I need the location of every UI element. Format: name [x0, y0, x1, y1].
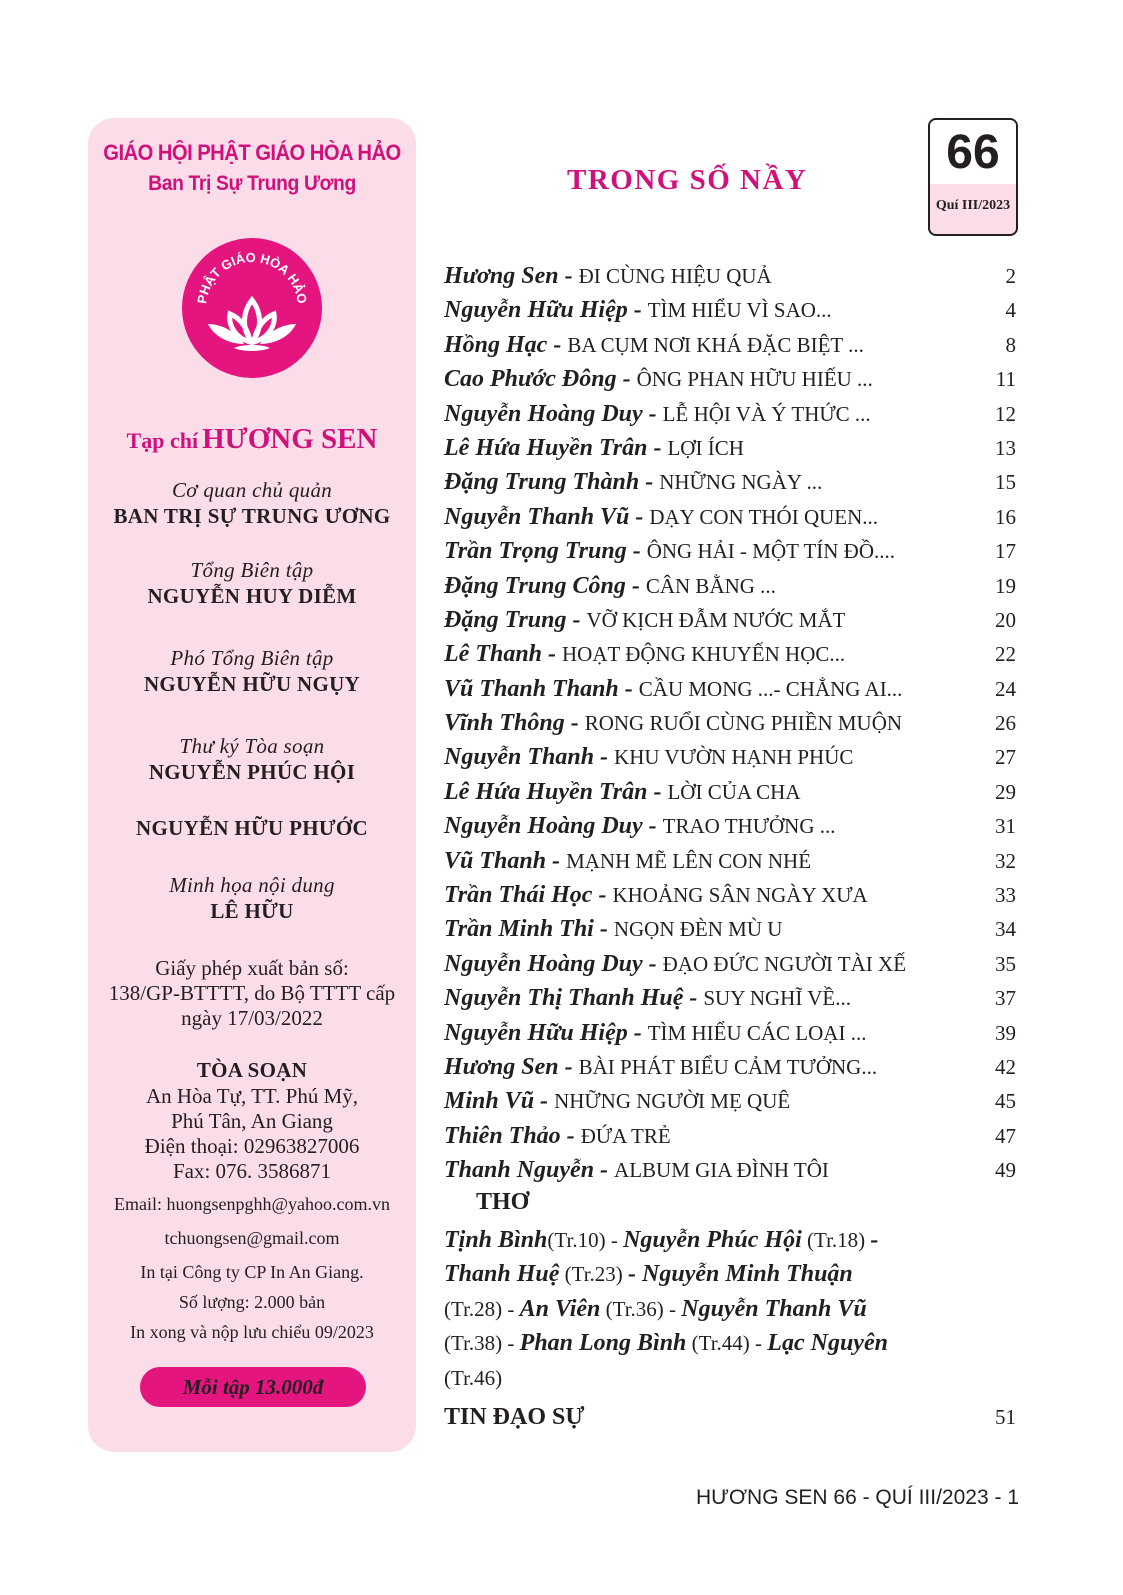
- print-line: In xong và nộp lưu chiểu 09/2023: [130, 1322, 374, 1342]
- toc-page-number: 11: [995, 367, 1016, 392]
- staff-name: NGUYỄN PHÚC HỘI: [148, 760, 356, 784]
- toc-page-number: 16: [995, 504, 1016, 529]
- toc-entry[interactable]: [444, 328, 1019, 362]
- toc-title: BÀI PHÁT BIỂU CẢM TƯỞNG...: [578, 1054, 878, 1079]
- toc-author: Nguyễn Thị Thanh Huệ -: [444, 985, 704, 1012]
- poem-page-ref: (Tr.10) -: [547, 1228, 624, 1252]
- toc-entry[interactable]: [444, 844, 1019, 878]
- table-of-contents: [444, 259, 1019, 1188]
- toc-author: Vĩnh Thông -: [444, 710, 585, 737]
- toc-entry[interactable]: [444, 465, 1019, 499]
- toc-title: ALBUM GIA ĐÌNH TÔI: [614, 1158, 829, 1183]
- toc-page-number: 12: [995, 401, 1016, 426]
- toc-page-number: 33: [995, 883, 1016, 908]
- toc-author: Thanh Nguyễn -: [444, 1157, 615, 1184]
- toc-page-number: 29: [995, 779, 1016, 804]
- toc-author: Minh Vũ -: [444, 1088, 555, 1115]
- toc-title: LỜI CỦA CHA: [667, 779, 801, 804]
- poetry-label: THƠ: [476, 1189, 530, 1215]
- office-title: TÒA SOẠN: [196, 1058, 308, 1082]
- toc-author: Lê Hứa Huyền Trân -: [444, 778, 668, 805]
- toc-author: Hương Sen -: [444, 1053, 579, 1080]
- poetry-line: [444, 1326, 1004, 1360]
- poem-page-ref: (Tr.46): [444, 1365, 503, 1390]
- toc-author: Nguyễn Hoàng Duy -: [444, 950, 663, 977]
- poem-author: Lạc Nguyên: [767, 1330, 888, 1357]
- poem-author: - Nguyễn Minh Thuận: [628, 1261, 853, 1288]
- toc-entry[interactable]: [444, 603, 1019, 637]
- toc-page-number: 4: [1005, 298, 1016, 323]
- contents-heading: TRONG SỐ NẦY: [567, 164, 808, 196]
- staff-name: BAN TRỊ SỰ TRUNG ƯƠNG: [113, 504, 391, 528]
- toc-page-number: 26: [995, 711, 1016, 736]
- toc-author: Trần Trọng Trung -: [444, 538, 647, 565]
- poetry-line: [444, 1361, 1004, 1395]
- poem-page-ref: (Tr.36) -: [600, 1296, 682, 1321]
- magazine-title: [88, 423, 416, 456]
- contact-emails: [88, 1189, 416, 1253]
- issue-quarter: Quí III/2023: [935, 198, 1011, 213]
- price-badge: Mỗi tập 13.000đ: [140, 1367, 366, 1407]
- toc-title: TRAO THƯỞNG ...: [662, 814, 836, 839]
- poem-author: Thanh Huệ: [444, 1261, 560, 1288]
- toc-page-number: 22: [995, 642, 1016, 667]
- toc-page-number: 45: [995, 1089, 1016, 1114]
- news-entry[interactable]: [444, 1400, 1019, 1434]
- license-line: Giấy phép xuất bản số:: [155, 956, 349, 980]
- toc-title: ĐI CÙNG HIỆU QUẢ: [578, 264, 772, 288]
- toc-page-number: 47: [995, 1123, 1016, 1148]
- toc-page-number: 27: [995, 745, 1016, 770]
- toc-entry[interactable]: [444, 397, 1019, 431]
- staff-secretary: [88, 734, 416, 786]
- organization-board: Ban Trị Sự Trung Ương: [148, 172, 356, 195]
- magazine-name: HƯƠNG SEN: [202, 423, 378, 455]
- toc-page-number: 49: [995, 1158, 1016, 1183]
- staff-name: NGUYỄN HỮU PHƯỚC: [136, 816, 368, 840]
- staff-name: LÊ HỮU: [210, 899, 294, 923]
- issue-badge: [928, 118, 1018, 236]
- toc-title: KHOẢNG SÂN NGÀY XƯA: [612, 883, 868, 908]
- toc-entry[interactable]: [444, 293, 1019, 327]
- poem-page-ref: (Tr.23): [559, 1262, 629, 1287]
- magazine-prefix: Tạp chí: [126, 428, 199, 453]
- news-page-number: 51: [995, 1405, 1016, 1429]
- poetry-line: [444, 1223, 1004, 1257]
- toc-entry[interactable]: [444, 1084, 1019, 1118]
- masthead-panel: [88, 118, 416, 1452]
- poem-page-ref: (Tr.28) -: [444, 1296, 520, 1321]
- staff-editor-in-chief: [88, 558, 416, 610]
- staff-role: Tổng Biên tập: [190, 558, 314, 582]
- toc-author: Trần Thái Học -: [444, 882, 613, 909]
- toc-author: Nguyễn Thanh -: [444, 744, 615, 771]
- toc-page-number: 32: [995, 848, 1016, 873]
- print-line: In tại Công ty CP In An Giang.: [140, 1262, 364, 1282]
- poetry-list: [444, 1223, 1004, 1395]
- toc-entry[interactable]: [444, 1050, 1019, 1084]
- toc-page-number: 2: [1005, 264, 1016, 288]
- print-line: Số lượng: 2.000 bản: [178, 1292, 326, 1312]
- toc-author: Vũ Thanh Thanh -: [444, 675, 639, 702]
- toc-title: NHỮNG NGƯỜI MẸ QUÊ: [554, 1089, 791, 1114]
- toc-entry[interactable]: [444, 500, 1019, 534]
- toc-title: TÌM HIỂU CÁC LOẠI ...: [647, 1020, 867, 1045]
- print-info: [88, 1257, 416, 1347]
- toc-entry[interactable]: [444, 672, 1019, 706]
- toc-author: Đặng Trung Công -: [444, 572, 646, 599]
- toc-title: KHU VƯỜN HẠNH PHÚC: [614, 745, 854, 770]
- toc-author: Hương Sen -: [444, 263, 579, 289]
- staff-name: NGUYỄN HỮU NGỤY: [143, 672, 361, 696]
- issue-number: 66: [930, 120, 1016, 184]
- toc-title: MẠNH MẼ LÊN CON NHÉ: [566, 848, 812, 873]
- toc-author: Thiên Thảo -: [444, 1122, 581, 1149]
- toc-page-number: 24: [995, 676, 1016, 701]
- toc-author: Trần Minh Thi -: [444, 916, 614, 943]
- toc-entry[interactable]: [444, 637, 1019, 671]
- staff-role: Thư ký Tòa soạn: [179, 734, 325, 758]
- poem-author: Phan Long Bình: [519, 1330, 687, 1357]
- toc-author: Lê Hứa Huyền Trân -: [444, 434, 668, 461]
- news-label: TIN ĐẠO SỰ: [444, 1404, 585, 1430]
- toc-entry[interactable]: [444, 362, 1019, 396]
- toc-entry[interactable]: [444, 1016, 1019, 1050]
- toc-title: CẦU MONG ...- CHẲNG AI...: [638, 676, 903, 701]
- poem-page-ref: (Tr.18): [801, 1228, 871, 1252]
- toc-author: Đặng Trung -: [444, 606, 587, 633]
- toc-page-number: 20: [995, 607, 1016, 632]
- toc-author: Nguyễn Hữu Hiệp -: [444, 1019, 648, 1046]
- toc-author: Cao Phước Đông -: [444, 366, 637, 393]
- toc-author: Lê Thanh -: [444, 641, 563, 668]
- toc-title: RONG RUỔI CÙNG PHIỀN MUỘN: [584, 711, 903, 736]
- toc-page-number: 39: [995, 1020, 1016, 1045]
- toc-entry[interactable]: [444, 706, 1019, 740]
- office-line: Điện thoại: 02963827006: [144, 1134, 360, 1158]
- toc-page-number: 15: [995, 470, 1016, 495]
- staff-owner: [88, 478, 416, 530]
- poem-author: -: [870, 1227, 879, 1253]
- toc-entry[interactable]: [444, 569, 1019, 603]
- toc-title: DẠY CON THÓI QUEN...: [649, 504, 879, 529]
- toc-entry[interactable]: [444, 775, 1019, 809]
- toc-entry[interactable]: [444, 1119, 1019, 1153]
- lotus-logo-icon: [182, 238, 322, 378]
- poem-author: An Viên: [519, 1295, 601, 1322]
- toc-page-number: 31: [995, 814, 1016, 839]
- staff-name: NGUYỄN HUY DIỄM: [147, 584, 357, 608]
- publishing-license: [88, 956, 416, 1031]
- staff-secretary-2: [88, 814, 416, 842]
- toc-title: LỢI ÍCH: [667, 435, 744, 460]
- toc-title: LỄ HỘI VÀ Ý THỨC ...: [662, 401, 871, 426]
- organization-name: GIÁO HỘI PHẬT GIÁO HÒA HẢO: [103, 140, 401, 165]
- toc-page-number: 34: [995, 917, 1016, 942]
- toc-page-number: 8: [1005, 332, 1016, 357]
- office-line: Phú Tân, An Giang: [171, 1109, 333, 1133]
- staff-role: Phó Tổng Biên tập: [170, 646, 334, 670]
- toc-page-number: 42: [995, 1054, 1016, 1079]
- toc-author: Vũ Thanh -: [444, 847, 567, 874]
- toc-author: Đặng Trung Thành -: [444, 469, 660, 496]
- toc-entry[interactable]: [444, 431, 1019, 465]
- poem-author: Tịnh Bình: [444, 1227, 548, 1253]
- toc-title: CÂN BẰNG ...: [645, 573, 776, 598]
- toc-author: Nguyễn Thanh Vũ -: [444, 503, 650, 530]
- toc-title: VỠ KỊCH ĐẪM NƯỚC MẮT: [586, 607, 846, 632]
- toc-title: HOẠT ĐỘNG KHUYẾN HỌC...: [562, 642, 846, 667]
- toc-entry[interactable]: [444, 259, 1019, 293]
- office-line: Fax: 076. 3586871: [172, 1159, 332, 1183]
- poem-author: Nguyễn Thanh Vũ: [681, 1295, 867, 1322]
- editorial-office: [88, 1056, 416, 1184]
- toc-title: NHỮNG NGÀY ...: [659, 470, 823, 495]
- toc-title: ĐỨA TRẺ: [580, 1123, 671, 1148]
- poetry-line: [444, 1292, 1004, 1326]
- toc-entry[interactable]: [444, 740, 1019, 774]
- toc-title: SUY NGHĨ VỀ...: [703, 986, 851, 1011]
- poem-page-ref: (Tr.44) -: [686, 1331, 768, 1356]
- toc-author: Nguyễn Hữu Hiệp -: [444, 297, 648, 324]
- email-secondary: tchuongsen@gmail.com: [164, 1228, 340, 1248]
- license-line: ngày 17/03/2022: [181, 1006, 323, 1030]
- toc-title: TÌM HIỂU VÌ SAO...: [647, 298, 832, 323]
- toc-author: Nguyễn Hoàng Duy -: [444, 400, 663, 427]
- toc-title: ÔNG HẢI - MỘT TÍN ĐỒ....: [646, 539, 896, 564]
- logo-text: PHẬT GIÁO HÒA HẢO: [194, 249, 310, 305]
- toc-title: NGỌN ĐÈN MÙ U: [613, 917, 783, 942]
- toc-author: Nguyễn Hoàng Duy -: [444, 813, 663, 840]
- toc-page-number: 13: [995, 435, 1016, 460]
- page-footer: HƯƠNG SEN 66 - QUÍ III/2023 - 1: [695, 1486, 1019, 1509]
- toc-page-number: 17: [995, 539, 1016, 564]
- toc-entry[interactable]: [444, 981, 1019, 1015]
- toc-author: Hồng Hạc -: [444, 331, 568, 358]
- toc-entry[interactable]: [444, 947, 1019, 981]
- office-line: An Hòa Tự, TT. Phú Mỹ,: [145, 1084, 359, 1108]
- toc-page-number: 35: [995, 951, 1016, 976]
- email-primary: Email: huongsenpghh@yahoo.com.vn: [113, 1194, 391, 1214]
- toc-title: BA CỤM NƠI KHÁ ĐẶC BIỆT ...: [567, 332, 864, 357]
- toc-entry[interactable]: [444, 912, 1019, 946]
- toc-page-number: 19: [995, 573, 1016, 598]
- toc-page-number: 37: [995, 986, 1016, 1011]
- poem-page-ref: (Tr.38) -: [444, 1331, 520, 1356]
- toc-entry[interactable]: [444, 809, 1019, 843]
- toc-title: ÔNG PHAN HỮU HIẾU ...: [636, 367, 873, 392]
- toc-entry[interactable]: [444, 1153, 1019, 1187]
- poetry-line: [444, 1257, 1004, 1291]
- staff-deputy-editor: [88, 646, 416, 698]
- staff-illustrator: [88, 873, 416, 925]
- toc-title: ĐẠO ĐỨC NGƯỜI TÀI XẾ: [662, 951, 907, 976]
- staff-role: Cơ quan chủ quản: [171, 478, 333, 502]
- poem-author: Nguyễn Phúc Hội: [623, 1227, 802, 1253]
- license-line: 138/GP-BTTTT, do Bộ TTTT cấp: [108, 981, 396, 1005]
- toc-entry[interactable]: [444, 878, 1019, 912]
- toc-entry[interactable]: [444, 534, 1019, 568]
- staff-role: Minh họa nội dung: [169, 873, 335, 897]
